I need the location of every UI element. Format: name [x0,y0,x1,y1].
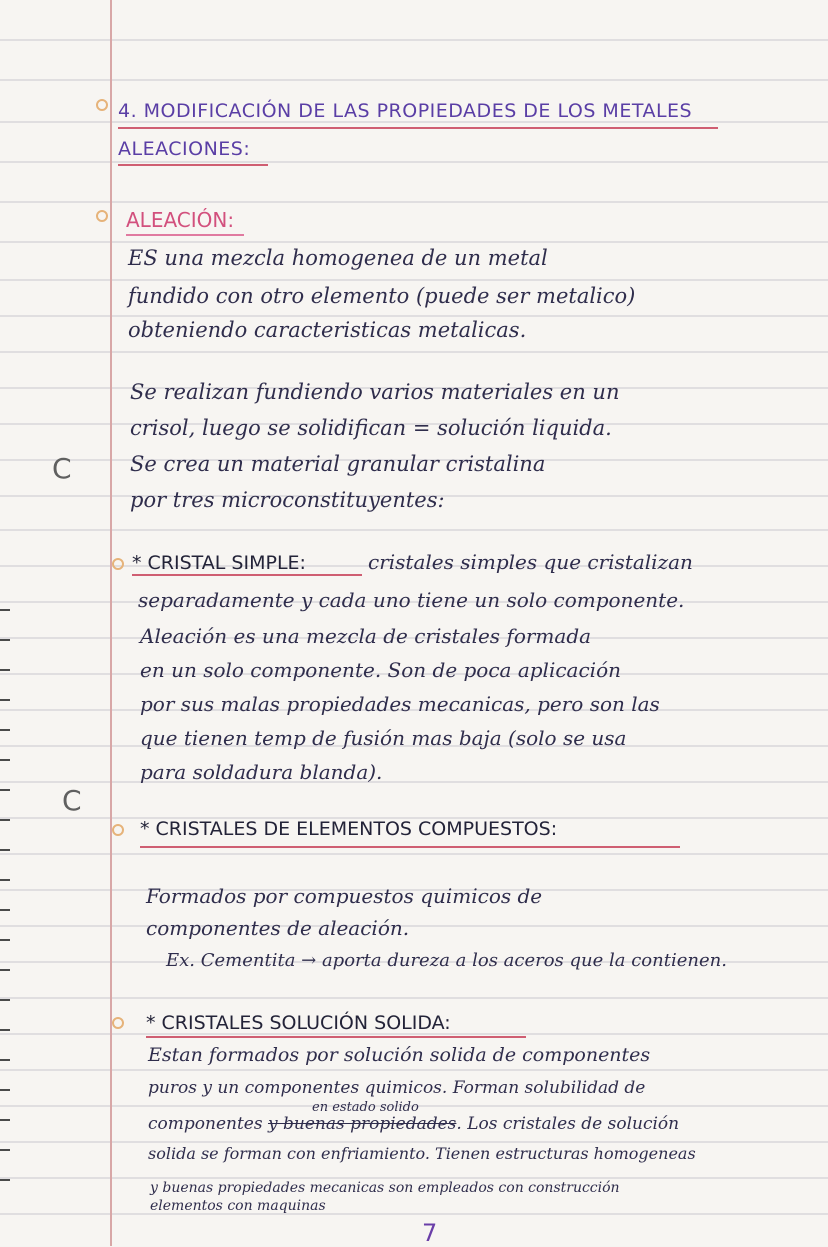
bullet-dot [112,558,124,570]
aleacion-line: por tres microconstituyentes: [130,488,445,512]
cristales-solucion-line: puros y un componentes quimicos. Forman solubilidad de [148,1078,646,1098]
cristales-solucion-line: elementos con maquinas [150,1198,326,1214]
aleacion-underline [126,234,244,236]
cristal-simple-line: para soldadura blanda). [140,760,383,784]
cristal-simple-line: en un solo componente. Son de poca aplicación [140,658,621,682]
subheading-underline [118,164,268,166]
aleacion-line: obteniendo caracteristicas metalicas. [128,318,527,342]
cristales-solucion-line3-strike: y buenas propiedades [267,1114,457,1134]
cristal-simple-line: separadamente y cada uno tiene un solo componente. [138,588,685,612]
binder-hole-mark: C [62,784,82,817]
cristales-compuestos-line: Formados por compuestos quimicos de [146,884,543,908]
cristal-simple-title: * CRISTAL SIMPLE: [132,552,306,574]
cristal-simple-underline [132,574,362,576]
cristales-compuestos-title: * CRISTALES DE ELEMENTOS COMPUESTOS: [140,818,558,840]
cristales-solucion-line3-end: . Los cristales de solución [456,1114,680,1134]
margin-line [110,0,112,1246]
cristales-solucion-title: * CRISTALES SOLUCIÓN SOLIDA: [146,1012,451,1034]
cristal-simple-line: que tienen temp de fusión mas baja (solo se usa [140,726,627,750]
bullet-dot [96,210,108,222]
section-heading: 4. MODIFICACIÓN DE LAS PROPIEDADES DE LOS METALES [118,100,693,122]
aleacion-line: Se crea un material granular cristalina [130,452,546,476]
bullet-dot [112,1017,124,1029]
cristales-solucion-line3 [148,1114,679,1134]
cristales-compuestos-line: componentes de aleación. [146,916,410,940]
cristales-compuestos-example: Ex. Cementita → aporta dureza a los aceros que la contienen. [166,950,727,971]
cristal-simple-line: por sus malas propiedades mecanicas, pero son las [140,692,660,716]
cristales-solucion-line3-start: componentes [148,1114,263,1134]
cristales-solucion-line: y buenas propiedades mecanicas son empleados con construcción [150,1180,620,1196]
cristal-simple-line: Aleación es una mezcla de cristales formada [140,624,592,648]
aleacion-title: ALEACIÓN: [126,208,235,232]
aleacion-line: fundido con otro elemento (puede ser metalico) [128,284,636,308]
bullet-dot [112,824,124,836]
cristal-simple-line: cristales simples que cristalizan [368,550,693,574]
cristales-solucion-line: solida se forman con enfriamiento. Tienen estructuras homogeneas [148,1144,696,1163]
binder-hole-mark: C [52,452,72,485]
cristales-solucion-underline [146,1036,526,1038]
aleacion-line: ES una mezcla homogenea de un metal [128,246,548,270]
cristales-compuestos-underline [140,846,680,848]
aleacion-line: crisol, luego se solidifican = solución liquida. [130,416,612,440]
cristales-solucion-line: Estan formados por solución solida de componentes [148,1044,651,1066]
heading-underline [118,127,718,129]
bullet-dot [96,99,108,111]
cristales-solucion-insert: en estado solido [312,1100,419,1115]
page-number: 7 [422,1219,438,1247]
aleacion-line: Se realizan fundiendo varios materiales en un [130,380,620,404]
section-subheading: ALEACIONES: [118,138,251,160]
